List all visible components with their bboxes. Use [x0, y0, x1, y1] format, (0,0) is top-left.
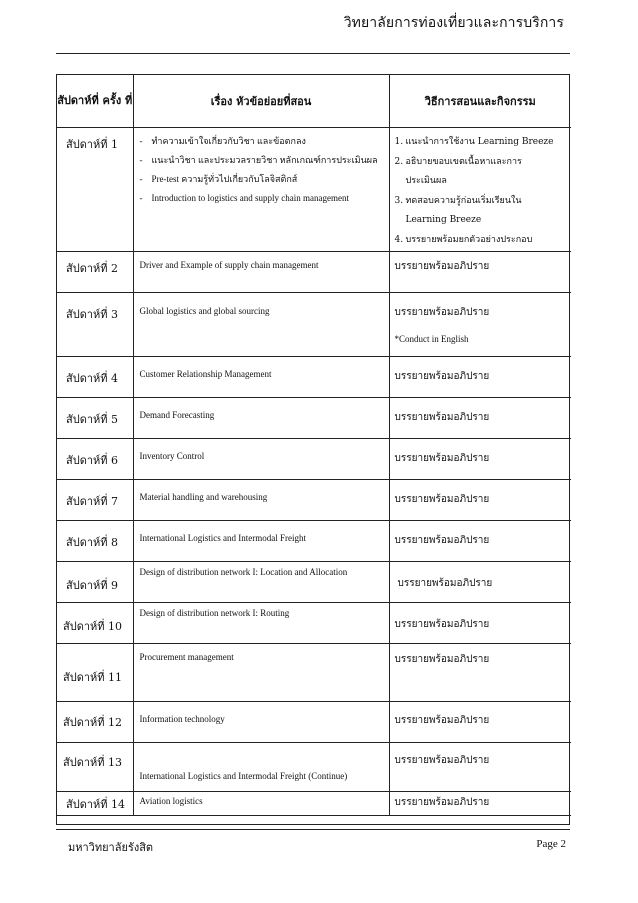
table-row — [57, 521, 571, 562]
header-week: สัปดาห์ที่ ครั้ง ที่ — [57, 75, 133, 128]
note-text: *Conduct in English — [394, 334, 469, 344]
week-cell: สัปดาห์ที่ 8 — [57, 521, 133, 562]
topic-cell: Inventory Control — [133, 439, 389, 480]
page-header-title: วิทยาลัยการท่องเที่ยวและการบริการ — [343, 15, 564, 31]
list-item: - Pre-test ความรู้ทั่วไปเกี่ยวกับโลจิสติกส์ — [139, 174, 298, 184]
topic-cell: Procurement management — [133, 644, 389, 702]
method-cell: บรรยายพร้อมอภิปราย — [389, 439, 571, 480]
topic-cell: Customer Relationship Management — [133, 357, 389, 398]
method-cell: บรรยายพร้อมอภิปราย — [389, 792, 571, 816]
table-row — [57, 398, 571, 439]
topic-cell: Aviation logistics — [133, 792, 389, 816]
method-cell: บรรยายพร้อมอภิปราย — [389, 644, 571, 702]
method-cell: บรรยายพร้อมอภิปราย — [389, 521, 571, 562]
table-row — [57, 128, 571, 252]
week-cell: สัปดาห์ที่ 4 — [57, 357, 133, 398]
list-item: 3. ทดสอบความรู้ก่อนเริ่มเรียนใน — [394, 196, 522, 206]
week-cell: สัปดาห์ที่ 14 — [57, 792, 133, 816]
method-cell: บรรยายพร้อมอภิปราย — [389, 743, 571, 792]
header-topic: เรื่อง หัวข้อย่อยที่สอน — [133, 75, 389, 128]
week-cell: สัปดาห์ที่ 13 — [57, 743, 133, 792]
table-row — [57, 357, 571, 398]
week-cell: สัปดาห์ที่ 6 — [57, 439, 133, 480]
topic-cell: Material handling and warehousing — [133, 480, 389, 521]
topic-cell: Global logistics and global sourcing — [133, 293, 389, 357]
week-cell: สัปดาห์ที่ 5 — [57, 398, 133, 439]
list-item: - Introduction to logistics and supply chain management — [139, 193, 349, 203]
method-cell: บรรยายพร้อมอภิปราย — [389, 252, 571, 293]
topic-cell: Demand Forecasting — [133, 398, 389, 439]
week-cell: สัปดาห์ที่ 12 — [57, 702, 133, 743]
table-row — [57, 702, 571, 743]
list-item: 1. แนะนำการใช้งาน Learning Breeze — [394, 137, 554, 147]
header-divider — [56, 53, 570, 54]
topic-cell: Design of distribution network I: Routing — [133, 603, 389, 644]
week-cell: สัปดาห์ที่ 10 — [57, 603, 133, 644]
footer-divider — [56, 829, 570, 830]
list-item: - ทำความเข้าใจเกี่ยวกับวิชา และข้อตกลง — [139, 136, 306, 146]
table-row — [57, 439, 571, 480]
page-number: Page 2 — [536, 838, 566, 850]
topic-cell: International Logistics and Intermodal Freight — [133, 521, 389, 562]
course-schedule-table — [56, 74, 570, 825]
method-cell: บรรยายพร้อมอภิปราย — [389, 603, 571, 644]
table-row — [57, 644, 571, 702]
topic-cell: Driver and Example of supply chain management — [133, 252, 389, 293]
week-cell: สัปดาห์ที่ 2 — [57, 252, 133, 293]
topic-cell — [133, 128, 389, 252]
method-cell: บรรยายพร้อมอภิปราย — [389, 702, 571, 743]
header-method: วิธีการสอนและกิจกรรม — [389, 75, 571, 128]
method-cell: บรรยายพร้อมอภิปราย — [389, 562, 571, 603]
method-cell: บรรยายพร้อมอภิปราย — [389, 398, 571, 439]
table-row — [57, 743, 571, 792]
table-row — [57, 603, 571, 644]
table-row — [57, 792, 571, 816]
week-cell: สัปดาห์ที่ 9 — [57, 562, 133, 603]
method-cell: บรรยายพร้อมอภิปราย *Conduct in English — [389, 293, 571, 357]
list-item: - แนะนำวิชา และประมวลรายวิชา หลักเกณฑ์การประเมินผล — [139, 155, 378, 165]
week-cell: สัปดาห์ที่ 3 — [57, 293, 133, 357]
week-cell: สัปดาห์ที่ 7 — [57, 480, 133, 521]
method-cell: บรรยายพร้อมอภิปราย — [389, 357, 571, 398]
topic-cell: Information technology — [133, 702, 389, 743]
footer-university: มหาวิทยาลัยรังสิต — [68, 841, 154, 854]
topic-cell: International Logistics and Intermodal Freight (Continue) — [133, 743, 389, 792]
list-item: 2. อธิบายขอบเขตเนื้อหาและการ — [394, 157, 522, 167]
method-cell: 1. แนะนำการใช้งาน Learning Breeze 2. อธิบายขอบเขตเนื้อหาและการ ประเมินผล 3. ทดสอบความรู้ก่อนเริ่มเรียนใน Learning Breeze 4. บรรยายพร้อมยกตัวอย่างประกอบ — [389, 128, 571, 252]
topic-cell: Design of distribution network I: Location and Allocation — [133, 562, 389, 603]
table-row — [57, 252, 571, 293]
table-row — [57, 480, 571, 521]
table-header-row — [57, 75, 571, 128]
table-row — [57, 562, 571, 603]
table-row — [57, 293, 571, 357]
week-cell: สัปดาห์ที่ 1 — [57, 128, 133, 252]
week-cell: สัปดาห์ที่ 11 — [57, 644, 133, 702]
list-item: 4. บรรยายพร้อมยกตัวอย่างประกอบ — [394, 235, 533, 245]
method-cell: บรรยายพร้อมอภิปราย — [389, 480, 571, 521]
